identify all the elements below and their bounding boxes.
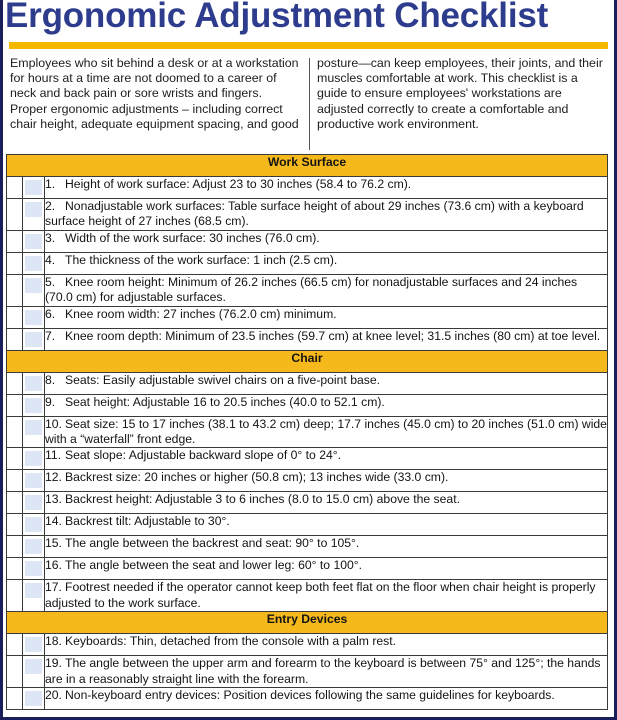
checkbox-no[interactable] <box>23 230 45 252</box>
item-text: The thickness of the work surface: 1 inch (2.5 cm). <box>65 252 338 267</box>
item-text: Height of work surface: Adjust 23 to 30 inches (58.4 to 76.2 cm). <box>65 177 412 191</box>
item-text: Seat size: 15 to 17 inches (38.1 to 43.2 cm) deep; 17.7 inches (45.0 cm) to 20 inches (51.0 cm) wide with a “waterfall” front edge. <box>45 416 607 447</box>
checkbox-no-area[interactable] <box>25 539 42 554</box>
item-number: 7. <box>45 328 56 343</box>
checkbox-yes[interactable] <box>7 492 23 514</box>
section-title: Chair <box>7 350 608 372</box>
checklist-row <box>7 252 608 274</box>
item-text: Backrest size: 20 inches or higher (50.8 cm); 13 inches wide (33.0 cm). <box>65 470 449 485</box>
checklist-item <box>45 274 608 306</box>
checkbox-no-area[interactable] <box>25 495 42 510</box>
checklist-item <box>45 558 608 580</box>
checkbox-yes-area[interactable] <box>9 202 20 217</box>
checkbox-yes-area[interactable] <box>9 420 20 435</box>
item-text: Backrest height: Adjustable 3 to 6 inches (8.0 to 15.0 cm) above the seat. <box>65 492 460 507</box>
checkbox-yes[interactable] <box>7 177 23 199</box>
checkbox-yes-area[interactable] <box>9 691 20 706</box>
item-text: Footrest needed if the operator cannot keep both feet flat on the floor when chair height is properly adjusted to the work surface. <box>45 580 596 610</box>
checklist-row <box>7 177 608 199</box>
checkbox-no-area[interactable] <box>25 659 42 674</box>
checklist-item <box>45 306 608 328</box>
checkbox-yes[interactable] <box>7 230 23 252</box>
checkbox-no[interactable] <box>23 492 45 514</box>
checkbox-no[interactable] <box>23 558 45 580</box>
checkbox-yes-area[interactable] <box>9 473 20 488</box>
checkbox-no[interactable] <box>23 252 45 274</box>
item-number: 17. <box>45 580 62 595</box>
page-title: Ergonomic Adjustment Checklist <box>5 0 549 35</box>
checkbox-no-area[interactable] <box>25 398 42 413</box>
checkbox-no[interactable] <box>23 470 45 492</box>
section-header-row <box>7 155 608 177</box>
checkbox-yes-area[interactable] <box>9 451 20 466</box>
checklist-row <box>7 514 608 536</box>
checkbox-no-area[interactable] <box>25 420 42 435</box>
checklist-table <box>6 154 608 710</box>
item-text: Knee room width: 27 inches (76.2.0 cm) minimum. <box>65 306 337 321</box>
checklist-row <box>7 492 608 514</box>
checklist-item <box>45 688 608 710</box>
item-number: 11. <box>45 448 62 463</box>
checkbox-yes-area[interactable] <box>9 583 20 598</box>
checkbox-no-area[interactable] <box>25 517 42 532</box>
checkbox-no[interactable] <box>23 274 45 306</box>
checklist-item <box>45 536 608 558</box>
checkbox-no[interactable] <box>23 634 45 656</box>
checkbox-no-area[interactable] <box>25 332 42 347</box>
checklist-row <box>7 416 608 448</box>
checklist-item <box>45 634 608 656</box>
checklist-row <box>7 372 608 394</box>
checklist-item <box>45 656 608 688</box>
item-number: 4. <box>45 252 56 267</box>
checkbox-no[interactable] <box>23 306 45 328</box>
item-number: 9. <box>45 394 56 409</box>
item-number: 16. <box>45 558 62 573</box>
checklist-row <box>7 656 608 688</box>
checklist-row <box>7 558 608 580</box>
item-text: Knee room depth: Minimum of 23.5 inches (59.7 cm) at knee level; 31.5 inches (80 cm) at toe level. <box>65 328 601 343</box>
checkbox-yes-area[interactable] <box>9 234 20 249</box>
item-text: Seat slope: Adjustable backward slope of 0° to 24°. <box>65 448 342 463</box>
intro-left-column: Employees who sit behind a desk or at a workstation for hours at a time are not doomed to a career of neck and back pain or sore wrists and fingers. Proper ergonomic adjustments – including correct chair height, adequate equipment spacing, and good <box>10 56 299 131</box>
checkbox-no[interactable] <box>23 448 45 470</box>
item-text: Knee room height: Minimum of 26.2 inches (66.5 cm) for nonadjustable surfaces and 24 inches (70.0 cm) for adjustable surfaces. <box>45 274 578 305</box>
checklist-item <box>45 199 608 231</box>
checkbox-yes[interactable] <box>7 252 23 274</box>
checkbox-yes-area[interactable] <box>9 180 20 195</box>
checkbox-yes-area[interactable] <box>9 539 20 554</box>
item-text: Seats: Easily adjustable swivel chairs on a five-point base. <box>65 372 381 387</box>
item-number: 14. <box>45 514 62 529</box>
checkbox-yes-area[interactable] <box>9 495 20 510</box>
item-text: Keyboards: Thin, detached from the console with a palm rest. <box>65 634 397 649</box>
item-number: 19. <box>45 656 62 671</box>
checkbox-no[interactable] <box>23 656 45 688</box>
checkbox-no[interactable] <box>23 199 45 231</box>
checkbox-yes[interactable] <box>7 199 23 231</box>
item-number: 3. <box>45 230 56 245</box>
checkbox-no-area[interactable] <box>25 202 42 217</box>
checklist-row <box>7 274 608 306</box>
checklist-item <box>45 580 608 612</box>
checkbox-no[interactable] <box>23 514 45 536</box>
intro-right-column: posture—can keep employees, their joints, and their muscles comfortable at work. This checklist is a guide to ensure employees' workstations are adjusted correctly to create a comfortable and productive work environment. <box>317 56 603 131</box>
checkbox-no[interactable] <box>23 328 45 350</box>
checklist-row <box>7 580 608 612</box>
checklist-item <box>45 416 608 448</box>
checkbox-yes[interactable] <box>7 416 23 448</box>
section-title: Work Surface <box>7 155 608 177</box>
checkbox-yes-area[interactable] <box>9 278 20 293</box>
checkbox-yes[interactable] <box>7 470 23 492</box>
checkbox-no[interactable] <box>23 688 45 710</box>
checklist-item <box>45 328 608 350</box>
checkbox-no[interactable] <box>23 580 45 612</box>
checkbox-no[interactable] <box>23 394 45 416</box>
checkbox-yes-area[interactable] <box>9 637 20 652</box>
checklist-row <box>7 230 608 252</box>
item-number: 1. <box>45 177 56 191</box>
checkbox-yes-area[interactable] <box>9 256 20 271</box>
item-text: The angle between the backrest and seat: 90° to 105°. <box>65 536 360 551</box>
checklist-row <box>7 394 608 416</box>
checkbox-yes[interactable] <box>7 274 23 306</box>
checklist-row <box>7 199 608 231</box>
checkbox-no-area[interactable] <box>25 451 42 466</box>
checkbox-yes-area[interactable] <box>9 398 20 413</box>
section-header-row <box>7 612 608 634</box>
checkbox-yes[interactable] <box>7 558 23 580</box>
checkbox-yes[interactable] <box>7 448 23 470</box>
checkbox-yes[interactable] <box>7 688 23 710</box>
checkbox-yes[interactable] <box>7 328 23 350</box>
checkbox-no[interactable] <box>23 416 45 448</box>
checklist-item <box>45 177 608 199</box>
checkbox-yes[interactable] <box>7 656 23 688</box>
item-number: 5. <box>45 274 56 289</box>
checkbox-yes-area[interactable] <box>9 561 20 576</box>
checkbox-yes[interactable] <box>7 536 23 558</box>
checkbox-yes[interactable] <box>7 634 23 656</box>
checklist-row <box>7 328 608 350</box>
checklist-item <box>45 514 608 536</box>
checklist-body <box>7 155 608 710</box>
checkbox-yes-area[interactable] <box>9 376 20 391</box>
item-number: 15. <box>45 536 62 551</box>
item-text: Width of the work surface: 30 inches (76.0 cm). <box>65 230 320 245</box>
checkbox-yes[interactable] <box>7 394 23 416</box>
checkbox-yes[interactable] <box>7 372 23 394</box>
section-title: Entry Devices <box>7 612 608 634</box>
item-number: 20. <box>45 688 62 703</box>
intro-divider <box>309 58 310 150</box>
checkbox-yes-area[interactable] <box>9 310 20 325</box>
checkbox-no-area[interactable] <box>25 376 42 391</box>
checkbox-yes[interactable] <box>7 580 23 612</box>
checklist-row <box>7 634 608 656</box>
checklist-item <box>45 230 608 252</box>
checkbox-no-area[interactable] <box>25 234 42 249</box>
checkbox-yes[interactable] <box>7 514 23 536</box>
checkbox-no[interactable] <box>23 177 45 199</box>
item-number: 18. <box>45 634 62 649</box>
checklist-row <box>7 688 608 710</box>
checkbox-no-area[interactable] <box>25 310 42 325</box>
item-number: 8. <box>45 372 56 387</box>
checkbox-no-area[interactable] <box>25 561 42 576</box>
checklist-item <box>45 492 608 514</box>
checkbox-no-area[interactable] <box>25 637 42 652</box>
item-text: Backrest tilt: Adjustable to 30°. <box>65 514 230 529</box>
checkbox-no-area[interactable] <box>25 278 42 293</box>
checkbox-yes-area[interactable] <box>9 332 20 347</box>
item-number: 13. <box>45 492 62 507</box>
checklist-item <box>45 470 608 492</box>
item-text: The angle between the upper arm and forearm to the keyboard is between 75° and 125°; the hands are in a reasonably straight line with the forearm. <box>45 656 601 686</box>
checklist-item <box>45 372 608 394</box>
checklist-row <box>7 306 608 328</box>
checkbox-no[interactable] <box>23 536 45 558</box>
checklist-row <box>7 470 608 492</box>
item-number: 6. <box>45 306 56 321</box>
checklist-item <box>45 448 608 470</box>
checkbox-no-area[interactable] <box>25 473 42 488</box>
checklist-row <box>7 448 608 470</box>
item-text: Seat height: Adjustable 16 to 20.5 inches (40.0 to 52.1 cm). <box>65 394 385 409</box>
checkbox-no-area[interactable] <box>25 256 42 271</box>
checkbox-no-area[interactable] <box>25 583 42 598</box>
checkbox-yes-area[interactable] <box>9 659 20 674</box>
section-header-row <box>7 350 608 372</box>
item-number: 10. <box>45 416 62 431</box>
item-text: The angle between the seat and lower leg: 60° to 100°. <box>65 558 363 573</box>
item-number: 12. <box>45 470 62 485</box>
checkbox-no-area[interactable] <box>25 691 42 706</box>
item-text: Nonadjustable work surfaces: Table surface height of about 29 inches (73.6 cm) with a keyboard surface height of 27 inches (68.5 cm). <box>45 199 584 229</box>
checklist-item <box>45 252 608 274</box>
title-underline <box>9 42 608 49</box>
item-text: Non-keyboard entry devices: Position devices following the same guidelines for keyboards. <box>65 688 555 703</box>
item-number: 2. <box>45 199 56 213</box>
checkbox-yes[interactable] <box>7 306 23 328</box>
checklist-row <box>7 536 608 558</box>
checkbox-yes-area[interactable] <box>9 517 20 532</box>
checkbox-no-area[interactable] <box>25 180 42 195</box>
checklist-item <box>45 394 608 416</box>
checkbox-no[interactable] <box>23 372 45 394</box>
